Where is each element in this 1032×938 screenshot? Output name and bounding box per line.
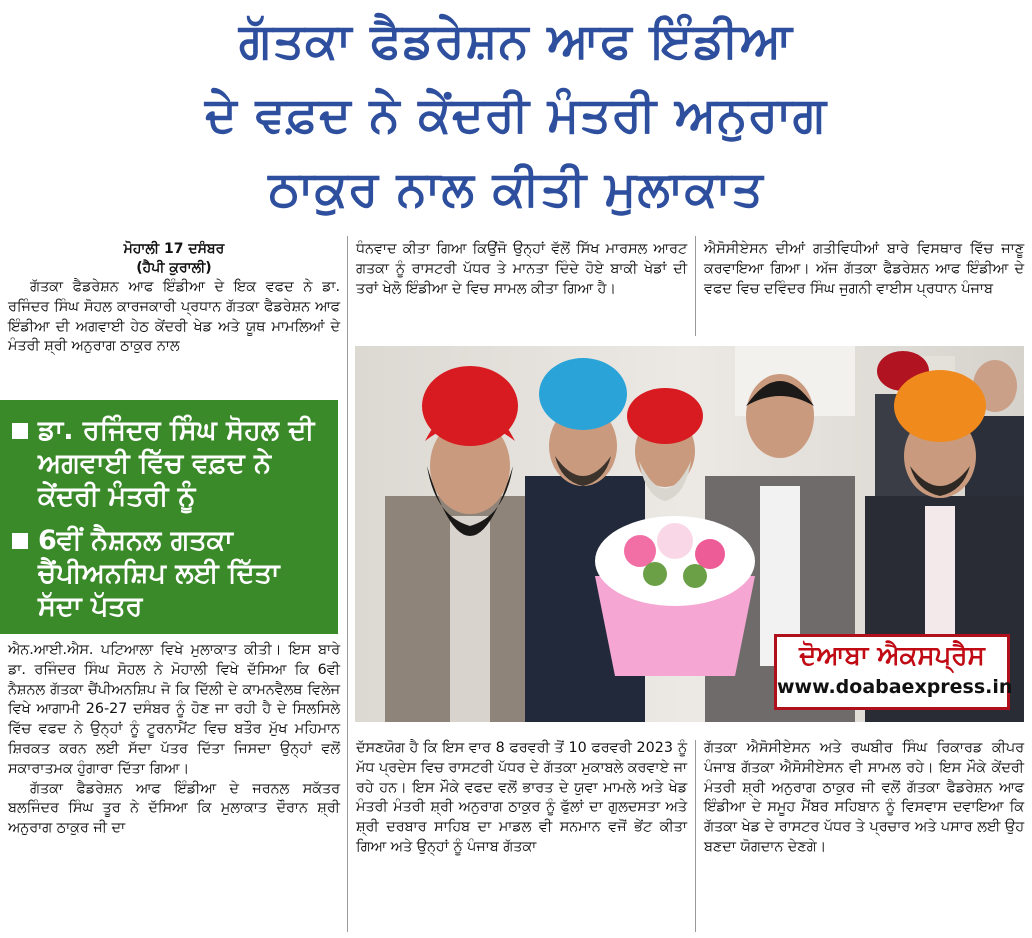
column-3-top [704, 240, 1024, 299]
brand-url: www.doabaexpress.in [777, 676, 1013, 698]
headline-line-2: ਦੇ ਵਫ਼ਦ ਨੇ ਕੇਂਦਰੀ ਮੰਤਰੀ ਅਨੁਰਾਗ [204, 87, 828, 143]
article-paragraph: ਦੱਸਣਯੋਗ ਹੈ ਕਿ ਇਸ ਵਾਰ 8 ਫਰਵਰੀ ਤੋਂ 10 ਫਰਵਰੀ 2023 ਨੂੰ ਮੱਧ ਪ੍ਰਦੇਸ ਵਿਚ ਰਾਸਟਰੀ ਪੱਧਰ ਦੇ ਗੱਤਕਾ ਮੁਕਾਬਲੇ ਕਰਵਾਏ ਜਾ ਰਹੇ ਹਨ। ਇਸ ਮੌਕੇ ਵਫਦ ਵਲੋਂ ਭਾਰਤ ਦੇ ਯੁਵਾ ਮਾਮਲੇ ਅਤੇ ਖੇਡ ਮੰਤਰੀ ਮੰਤਰੀ ਸ਼੍ਰੀ ਅਨੁਰਾਗ ਠਾਕੁਰ ਨੂੰ ਫੁੱਲਾਂ ਦਾ ਗੁਲਦਸਤਾ ਅਤੇ ਸ਼੍ਰੀ ਦਰਬਾਰ ਸਾਹਿਬ ਦਾ ਮਾਡਲ ਵੀ ਸਨਮਾਨ ਵਜੋਂ ਭੇਂਟ ਕੀਤਾ ਗਿਆ ਅਤੇ ਉਨ੍ਹਾਂ ਨੂੰ ਪੰਜਾਬ ਗੱਤਕਾ [356, 740, 687, 855]
brand-name: ਦੋਆਬਾ ਐਕਸਪ੍ਰੈਸ [799, 641, 985, 671]
article-paragraph: ਐਸੋਸੀਏਸਨ ਦੀਆਂ ਗਤੀਵਿਧੀਆਂ ਬਾਰੇ ਵਿਸਥਾਰ ਵਿੱਚ ਜਾਣੂ ਕਰਵਾਇਆ ਗਿਆ। ਅੱਜ ਗੱਤਕਾ ਫੈਡਰੇਸ਼ਨ ਆਫ ਇੰਡੀਆ ਦੇ ਵਫਦ ਵਿਚ ਦਵਿੰਦਰ ਸਿੰਘ ਜੁਗਨੀ ਵਾਈਸ ਪ੍ਰਧਾਨ ਪੰਜਾਬ [704, 241, 1024, 297]
column-1-top [8, 240, 340, 357]
column-2-top [356, 240, 687, 299]
dateline-place: ਮੋਹਾਲੀ 17 ਦਸੰਬਰ [123, 241, 225, 257]
article-paragraph: ਧੰਨਵਾਦ ਕੀਤਾ ਗਿਆ ਕਿਉਂਜੋ ਉਨ੍ਹਾਂ ਵੱਲੋਂ ਸਿੱਖ ਮਾਰਸਲ ਆਰਟ ਗਤਕਾ ਨੂੰ ਰਾਸਟਰੀ ਪੱਧਰ ਤੇ ਮਾਨਤਾ ਦਿੰਦੇ ਹੋਏ ਬਾਕੀ ਖੇਡਾਂ ਦੀ ਤਰਾਂ ਖੇਲੋ ਇੰਡੀਆ ਦੇ ਵਿਚ ਸਾਮਲ ਕੀਤਾ ਗਿਆ ਹੈ। [356, 241, 687, 297]
column-divider [695, 236, 696, 336]
headline-line-1: ਗੱਤਕਾ ਫੈਡਰੇਸ਼ਨ ਆਫ ਇੰਡੀਆ [238, 13, 794, 69]
column-2-bottom [356, 739, 687, 858]
highlight-item: ਡਾ. ਰਜਿੰਦਰ ਸਿੰਘ ਸੋਹਲ ਦੀ ਅਗਵਾਈ ਵਿੱਚ ਵਫ਼ਦ ਨੇ ਕੇਂਦਰੀ ਮੰਤਰੀ ਨੂੰ [12, 414, 332, 513]
bullet-icon [12, 423, 28, 439]
column-3-bottom [704, 739, 1024, 858]
bullet-icon [12, 533, 28, 549]
highlight-box [0, 400, 338, 634]
doaba-express-watermark [774, 634, 1013, 710]
column-divider [695, 740, 696, 932]
article-paragraph: ਗੱਤਕਾ ਫੈਡਰੇਸ਼ਨ ਆਫ ਇੰਡੀਆ ਦੇ ਇਕ ਵਫਦ ਨੇ ਡਾ. ਰਜਿੰਦਰ ਸਿੰਘ ਸੋਹਲ ਕਾਰਜਕਾਰੀ ਪ੍ਰਧਾਨ ਗੱਤਕਾ ਫੈਡਰੇਸ਼ਨ ਆਫ ਇੰਡੀਆ ਦੀ ਅਗਵਾਈ ਹੇਠ ਕੇਂਦਰੀ ਖੇਡ ਅਤੇ ਯੂਥ ਮਾਮਲਿਆਂ ਦੇ ਮੰਤਰੀ ਸ਼੍ਰੀ ਅਨੁਰਾਗ ਠਾਕੁਰ ਨਾਲ [8, 279, 340, 355]
news-photo [355, 346, 1024, 722]
headline-line-3: ਠਾਕੁਰ ਨਾਲ ਕੀਤੀ ਮੁਲਾਕਾਤ [268, 161, 764, 217]
column-1-bottom [8, 641, 340, 839]
headline [0, 4, 1032, 226]
dateline-reporter: (ਹੈਪੀ ਕੁਰਾਲੀ) [136, 260, 212, 276]
column-divider [347, 236, 348, 932]
article-paragraph: ਗੱਤਕਾ ਐਸੋਸੀਏਸਨ ਅਤੇ ਰਘਬੀਰ ਸਿੰਘ ਰਿਕਾਰਡ ਕੀਪਰ ਪੰਜਾਬ ਗੱਤਕਾ ਐਸੋਸੀਏਸਨ ਵੀ ਸਾਮਲ ਰਹੇ। ਇਸ ਮੌਕੇ ਕੇਂਦਰੀ ਮੰਤਰੀ ਸ਼੍ਰੀ ਅਨੁਰਾਗ ਠਾਕੁਰ ਜੀ ਵਲੋਂ ਗੱਤਕਾ ਫੈਡਰੇਸ਼ਨ ਆਫ ਇੰਡੀਆ ਦੇ ਸਮੂਹ ਮੈਂਬਰ ਸਹਿਬਾਨ ਨੂੰ ਵਿਸਵਾਸ ਦਵਾਇਆ ਕਿ ਗੱਤਕਾ ਖੇਡ ਦੇ ਰਾਸਟਰ ਪੱਧਰ ਤੇ ਪ੍ਰਚਾਰ ਅਤੇ ਪਸਾਰ ਲਈ ਉਹ ਬਣਦਾ ਯੋਗਦਾਨ ਦੇਣਗੇ। [704, 740, 1024, 855]
highlight-item: 6ਵੀਂ ਨੈਸ਼ਨਲ ਗਤਕਾ ਚੈਂਪੀਅਨਸ਼ਿਪ ਲਈ ਦਿੱਤਾ ਸੱਦਾ ਪੱਤਰ [12, 524, 332, 623]
article-paragraph: ਗੱਤਕਾ ਫੈਡਰੇਸ਼ਨ ਆਫ ਇੰਡੀਆ ਦੇ ਜਰਨਲ ਸਕੱਤਰ ਬਲਜਿੰਦਰ ਸਿੰਘ ਤੂਰ ਨੇ ਦੱਸਿਆ ਕਿ ਮੁਲਾਕਾਤ ਦੌਰਾਨ ਸ਼੍ਰੀ ਅਨੁਰਾਗ ਠਾਕੁਰ ਜੀ ਦਾ [8, 780, 340, 837]
article-paragraph: ਐਨ.ਆਈ.ਐਸ. ਪਟਿਆਲਾ ਵਿਖੇ ਮੁਲਾਕਾਤ ਕੀਤੀ। ਇਸ ਬਾਰੇ ਡਾ. ਰਜਿੰਦਰ ਸਿੰਘ ਸੋਹਲ ਨੇ ਮੋਹਾਲੀ ਵਿਖੇ ਦੱਸਿਆ ਕਿ 6ਵੀ ਨੈਸ਼ਨਲ ਗੱਤਕਾ ਚੈਂਪੀਅਨਸ਼ਿਪ ਜੋ ਕਿ ਦਿੱਲੀ ਦੇ ਕਾਮਨਵੈਲਥ ਵਿਲੇਜ ਵਿਖੇ ਆਗਾਮੀ 26-27 ਦਸੰਬਰ ਨੂੰ ਹੋਣ ਜਾ ਰਹੀ ਹੈ ਦੇ ਸਿਲਸਿਲੇ ਵਿੱਚ ਵਫਦ ਨੇ ਉਨ੍ਹਾਂ ਨੂੰ ਟੂਰਨਾਮੈਂਟ ਵਿਚ ਬਤੌਰ ਮੁੱਖ ਮਹਿਮਾਨ ਸ਼ਿਰਕਤ ਕਰਨ ਲਈ ਸੱਦਾ ਪੱਤਰ ਦਿੱਤਾ ਜਿਸਦਾ ਉਨ੍ਹਾਂ ਵਲੋਂ ਸਕਾਰਾਤਮਕ ਹੁੰਗਾਰਾ ਦਿੱਤਾ ਗਿਆ। [8, 642, 340, 777]
